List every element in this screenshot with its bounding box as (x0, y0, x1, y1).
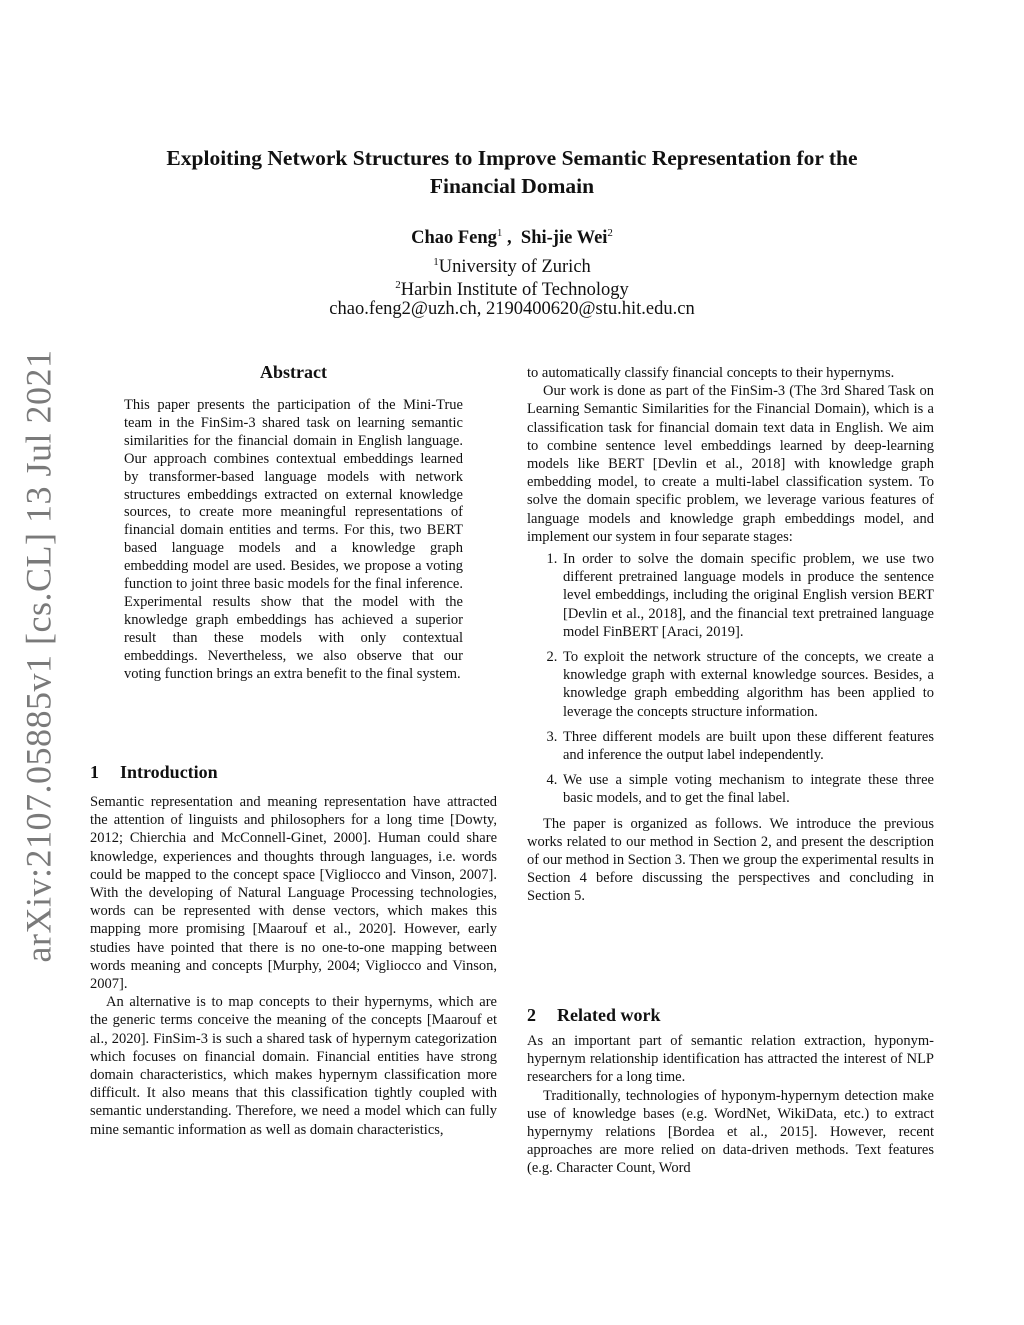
author-list (100, 220, 924, 251)
related-work-body (527, 1032, 934, 1178)
stage-list (527, 550, 934, 808)
intro-paragraph-3: Our work is done as part of the FinSim-3 (The 3rd Shared Task on Learning Semantic Similarities for the Financial Domain), which is a classification task for financial domain text data in English. We aim to combine sentence level embeddings learned by deep-learning models like BERT [Devlin et al., 2018] with knowledge graph embedding model, to create a multi-label classification system. To solve the domain specific problem, we leverage various features of language models and knowledge graph embeddings model, and implement our system in four separate stages: (527, 383, 934, 545)
arxiv-id: arXiv:2107.05885v1 [cs.CL] 13 Jul 2021 (18, 349, 59, 963)
affiliation-1-mark: 1 (433, 256, 439, 268)
stage-item-4: 4. We use a simple voting mechanism to integrate these three basic models, and to get the final label. (561, 771, 934, 807)
paper-title (100, 144, 924, 200)
affiliation-2-mark: 2 (395, 279, 401, 291)
section-1-title: Introduction (120, 762, 218, 782)
title-line-1: Exploiting Network Structures to Improve Semantic Representation for the (166, 146, 858, 170)
section-1-heading (90, 760, 218, 784)
arxiv-watermark (14, 349, 62, 963)
stage-item-3: 3. Three different models are built upon these different features and inference the output label independently. (561, 728, 934, 764)
author-2: Shi-jie Wei (520, 228, 608, 249)
author-1: Chao Feng (411, 228, 497, 249)
affiliation-1-name: University of Zurich (438, 257, 591, 278)
abstract-heading: Abstract (260, 362, 327, 382)
section-2-title: Related work (557, 1005, 661, 1025)
intro-paragraph-2: An alternative is to map concepts to their hypernyms, which are the generic terms conceive the meaning of the concepts [Maarouf et al., 2020]. FinSim-3 is such a shared task of hypernym categorization which focuses on financial domain. Financial entities have strong domain characteristics, which makes hypernym classification more difficult. It also means that this classification tightly coupled with semantic understanding. Therefore, we need a model which can fully mine semantic information as well as domain characteristics, (90, 994, 497, 1138)
author-emails: chao.feng2@uzh.ch, 2190400620@stu.hit.edu.cn (329, 299, 695, 319)
stage-item-1: 1. In order to solve the domain specific problem, we use two different pretrained language models in produce the sentence level embeddings, including the original English version BERT [Devlin et al., 2018], and the financial text pretrained language model FinBERT [Araci, 2019]. (561, 550, 934, 641)
section-2-number: 2 (527, 1005, 536, 1025)
author-separator: , (502, 228, 521, 249)
section-1-number: 1 (90, 762, 99, 782)
intro-paragraph-1: Semantic representation and meaning representation have attracted the attention of linguists and philosophers for a long time [Dowty, 2012; Chierchia and McConnell-Ginet, 2000]. Human could share knowledge, experiences and thoughts through languages, i.e. words could be mapped to the concept space [Vigliocco and Vinson, 2007]. With the developing of Natural Language Processing technologies, words can be represented with dense vectors, which makes this mapping more promising [Maarouf et al., 2020]. However, early studies have pointed that there is no one-to-one mapping between words meaning and concepts [Murphy, 2004; Vigliocco and Vinson, 2007]. (90, 794, 497, 993)
left-column-body (90, 793, 497, 1139)
author-2-affil-mark: 2 (607, 227, 613, 239)
intro-continuation: to automatically classify financial concepts to their hypernyms. (527, 365, 895, 381)
author-1-affil-mark: 1 (496, 227, 503, 239)
related-paragraph-1: As an important part of semantic relation extraction, hyponym-hypernym relationship identification has attracted the interest of NLP researchers for a long time. (527, 1033, 934, 1086)
right-column-body (527, 364, 934, 906)
affiliation-2-name: Harbin Institute of Technology (400, 280, 629, 301)
stage-item-2: 2. To exploit the network structure of the concepts, we create a knowledge graph with external knowledge sources. Besides, a knowledge graph embedding algorithm has been applied to leverage the concepts structure information. (561, 648, 934, 721)
title-line-2: Financial Domain (429, 174, 595, 198)
section-2-heading (527, 1003, 660, 1027)
intro-paragraph-4: The paper is organized as follows. We introduce the previous works related to our method in Section 2, and present the description of our method in Section 3. Then we group the experimental results in Section 4 before discussing the perspectives and concluding in Section 5. (527, 815, 934, 905)
abstract-text: This paper presents the participation of the Mini-True team in the FinSim-3 shared task on learning semantic similarities for the financial domain in English language. Our approach combines contextual embeddings learned by transformer-based language models with network structures embeddings extracted on external knowledge sources, to create more meaningful representations of financial domain entities and terms. For this, two BERT based language models and a knowledge graph embedding model are used. Besides, we propose a voting function to joint three basic models for the final inference. Experimental results show that the model with the knowledge graph embeddings has achieved a superior result than these models with only contextual embeddings. Nevertheless, we also observe that our voting function brings an extra benefit to the final system. (124, 397, 463, 682)
related-paragraph-2: Traditionally, technologies of hyponym-hypernym detection make use of knowledge bases (e.g. WordNet, WikiData, etc.) to extract hypernymy relations [Bordea et al., 2015]. However, recent approaches are more relied on data-driven methods. Text features (e.g. Character Count, Word (527, 1087, 934, 1177)
